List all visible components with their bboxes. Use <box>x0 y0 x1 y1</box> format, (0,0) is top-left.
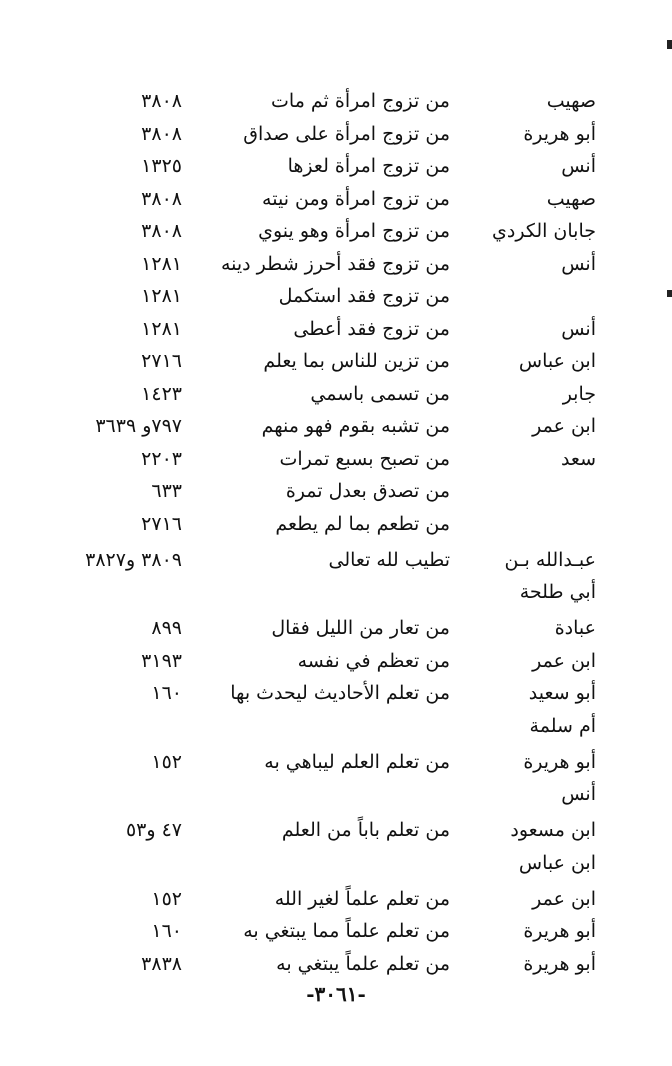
hadith-text: من تزوج امرأة ثم مات <box>271 90 450 112</box>
hadith-number: ٣٨٣٨ <box>141 952 182 975</box>
narrator-name: أبو هريرة <box>523 920 596 942</box>
hadith-number: ١٦٠ <box>151 682 182 704</box>
hadith-text: من تعلم علماً لغير الله <box>274 887 450 910</box>
hadith-number: ١٣٢٥ <box>141 155 182 177</box>
hadith-text: من تزوج امرأة ومن نيته <box>262 187 450 210</box>
narrator-name: ابن عمر <box>532 887 596 910</box>
hadith-number: ٢٧١٦ <box>141 350 182 372</box>
hadith-number: ١٥٢ <box>151 887 182 910</box>
index-row <box>0 86 672 119</box>
hadith-text: من تشبه بقوم فهو منهم <box>261 415 450 437</box>
index-row <box>0 613 672 646</box>
index-row <box>0 916 672 949</box>
hadith-text: من تصدق بعدل تمرة <box>285 480 450 502</box>
index-row <box>0 281 672 314</box>
narrator-name: ابن عمر <box>532 649 596 672</box>
narrator-name: سعد <box>560 447 596 470</box>
narrator-name: جابان الكردي <box>492 220 596 242</box>
hadith-number: ١٢٨١ <box>141 285 182 307</box>
hadith-number: ١٢٨١ <box>141 317 182 340</box>
hadith-number: ٦٣٣ <box>151 480 182 502</box>
hadith-number: ٣٨٠٨ <box>141 90 182 112</box>
index-row <box>0 119 672 152</box>
index-row <box>0 949 672 982</box>
hadith-number: ٣٨٠٨ <box>141 122 182 145</box>
index-row <box>0 747 672 780</box>
hadith-number: ٣٨٠٨ <box>141 220 182 242</box>
hadith-number: ٨٩٩ <box>151 617 182 639</box>
narrator-name: جابر <box>562 382 596 405</box>
hadith-text: من تعار من الليل فقال <box>271 617 450 639</box>
narrator-name: أبو سعيد <box>528 682 596 704</box>
index-row <box>0 476 672 509</box>
hadith-text: من تطعم بما لم يطعم <box>275 512 450 535</box>
hadith-text: من تعلم الأحاديث ليحدث بها <box>230 682 450 704</box>
index-row <box>0 678 672 711</box>
hadith-number: ٢٧١٦ <box>141 512 182 535</box>
hadith-text: من تعلم علماً يبتغي به <box>276 952 450 975</box>
index-row <box>0 249 672 282</box>
hadith-number: ٢٢٠٣ <box>141 447 182 470</box>
index-row <box>0 346 672 379</box>
narrator-name: أبو هريرة <box>523 952 596 975</box>
index-row <box>0 545 672 578</box>
hadith-text: من تعلم العلم ليباهي به <box>264 750 450 773</box>
index-row <box>0 884 672 917</box>
narrator-name: أبو هريرة <box>523 750 596 773</box>
narrator-name: أنس <box>561 252 596 275</box>
hadith-number: ٧٩٧و ٣٦٣٩ <box>95 415 182 437</box>
narrator-name: أم سلمة <box>529 714 596 737</box>
hadith-text: من تصبح بسبع تمرات <box>279 447 450 470</box>
index-row <box>0 444 672 477</box>
narrator-name: أنس <box>561 317 596 340</box>
index-row <box>0 184 672 217</box>
narrator-name: ابن عباس <box>518 851 596 874</box>
index-row <box>0 509 672 545</box>
index-row <box>0 411 672 444</box>
page-number: -٣٠٦١- <box>306 982 366 1006</box>
index-row <box>0 216 672 249</box>
index-row <box>0 848 672 884</box>
index-row <box>0 577 672 613</box>
hadith-number: ٣٨٠٩ و٣٨٢٧ <box>85 548 182 571</box>
index-row <box>0 379 672 412</box>
narrator-name: صهيب <box>546 90 596 112</box>
hadith-text: من تعلم باباً من العلم <box>281 819 450 841</box>
narrator-name: ابن عباس <box>518 350 596 372</box>
hadith-number: ٣١٩٣ <box>141 649 182 672</box>
narrator-name: أبي طلحة <box>519 581 596 603</box>
hadith-text: من تزوج امرأة وهو ينوي <box>258 220 450 242</box>
hadith-text: من تزوج فقد استكمل <box>278 285 450 307</box>
index-row <box>0 314 672 347</box>
index-row <box>0 815 672 848</box>
hadith-number: ٤٧ و٥٣ <box>125 819 182 841</box>
hadith-number: ١٢٨١ <box>141 252 182 275</box>
hadith-number: ١٦٠ <box>151 920 182 942</box>
hadith-text: من تعلم علماً مما يبتغي به <box>243 920 450 942</box>
narrator-name: أنس <box>561 155 596 177</box>
hadith-text: من تزوج فقد أعطى <box>293 317 450 340</box>
hadith-text: من تزوج فقد أحرز شطر دينه <box>220 252 450 275</box>
narrator-name: ابن مسعود <box>510 819 596 841</box>
hadith-text: من تزوج امرأة لعزها <box>287 155 450 177</box>
hadith-text: من تسمى باسمي <box>310 382 450 405</box>
hadith-number: ١٤٢٣ <box>141 382 182 405</box>
hadith-number: ٣٨٠٨ <box>141 187 182 210</box>
index-row <box>0 779 672 815</box>
narrator-name: عبادة <box>554 617 596 639</box>
narrator-name: عبـدالله بـن <box>504 548 596 571</box>
narrator-name: أبو هريرة <box>523 122 596 145</box>
index-row <box>0 711 672 747</box>
hadith-number: ١٥٢ <box>151 750 182 773</box>
hadith-text: من تعظم في نفسه <box>297 649 450 672</box>
narrator-name: صهيب <box>546 187 596 210</box>
hadith-text: من تزوج امرأة على صداق <box>243 122 450 145</box>
index-row <box>0 646 672 679</box>
index-table <box>0 86 672 981</box>
narrator-name: ابن عمر <box>532 415 596 437</box>
index-row <box>0 151 672 184</box>
hadith-text: تطيب لله تعالى <box>328 548 450 571</box>
narrator-name: أنس <box>561 783 596 805</box>
scan-edge-mark <box>667 40 672 49</box>
hadith-text: من تزين للناس بما يعلم <box>263 350 450 372</box>
